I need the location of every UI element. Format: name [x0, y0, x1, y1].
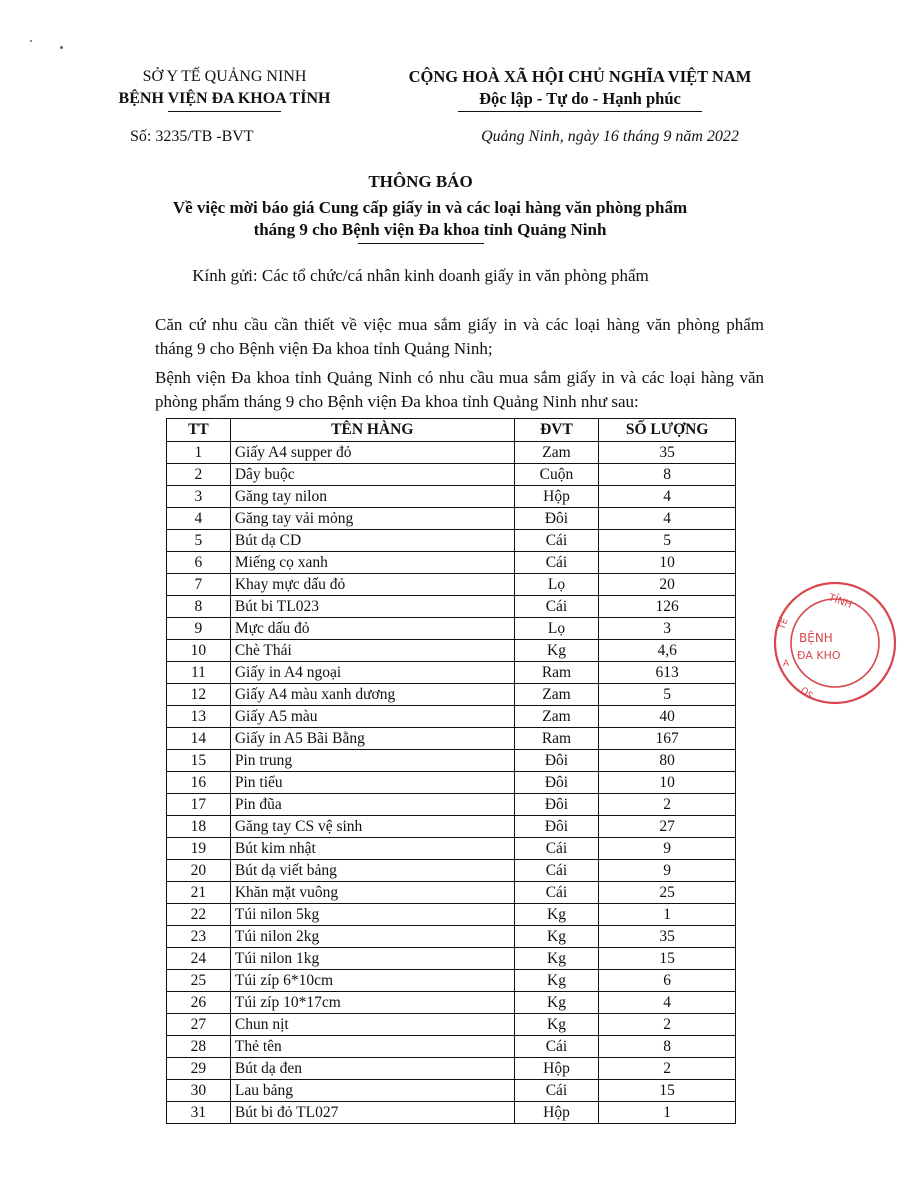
quantity-cell: 5 — [599, 684, 736, 706]
header-unit: ĐVT — [514, 419, 599, 442]
paragraph-basis — [92, 313, 764, 361]
row-number-cell: 11 — [167, 662, 231, 684]
table-row — [167, 618, 736, 640]
unit-cell: Cái — [514, 596, 599, 618]
table-row — [167, 860, 736, 882]
header-quantity: SỐ LƯỢNG — [599, 419, 736, 442]
table-row — [167, 926, 736, 948]
table-row — [167, 596, 736, 618]
table-row — [167, 970, 736, 992]
unit-cell: Kg — [514, 992, 599, 1014]
item-name-cell: Túi zíp 6*10cm — [230, 970, 514, 992]
document-title: THÔNG BÁO — [368, 172, 473, 191]
table-row — [167, 464, 736, 486]
unit-cell: Cái — [514, 552, 599, 574]
quantity-cell: 6 — [599, 970, 736, 992]
seal-text-mid-2: ĐA KHO — [797, 649, 841, 662]
item-name-cell: Túi zíp 10*17cm — [230, 992, 514, 1014]
quantity-cell: 4 — [599, 508, 736, 530]
row-number-cell: 27 — [167, 1014, 231, 1036]
quantity-cell: 2 — [599, 1058, 736, 1080]
item-name-cell: Chè Thái — [230, 640, 514, 662]
item-name-cell: Khay mực dấu đỏ — [230, 574, 514, 596]
table-row — [167, 750, 736, 772]
item-name-cell: Giấy in A5 Bãi Bằng — [230, 728, 514, 750]
item-name-cell: Mực dấu đỏ — [230, 618, 514, 640]
row-number-cell: 4 — [167, 508, 231, 530]
row-number-cell: 20 — [167, 860, 231, 882]
table-row — [167, 772, 736, 794]
row-number-cell: 21 — [167, 882, 231, 904]
unit-cell: Cái — [514, 530, 599, 552]
table-row — [167, 706, 736, 728]
item-name-cell: Túi nilon 2kg — [230, 926, 514, 948]
quantity-cell: 8 — [599, 464, 736, 486]
row-number-cell: 30 — [167, 1080, 231, 1102]
row-number-cell: 7 — [167, 574, 231, 596]
table-row — [167, 992, 736, 1014]
quantity-cell: 8 — [599, 1036, 736, 1058]
row-number-cell: 25 — [167, 970, 231, 992]
quantity-cell: 4 — [599, 486, 736, 508]
item-name-cell: Pin đũa — [230, 794, 514, 816]
item-name-cell: Khăn mặt vuông — [230, 882, 514, 904]
item-name-cell: Găng tay vải mỏng — [230, 508, 514, 530]
item-name-cell: Túi nilon 1kg — [230, 948, 514, 970]
quantity-cell: 613 — [599, 662, 736, 684]
unit-cell: Cái — [514, 882, 599, 904]
quantity-cell: 167 — [599, 728, 736, 750]
row-number-cell: 13 — [167, 706, 231, 728]
table-row — [167, 816, 736, 838]
item-name-cell: Pin trung — [230, 750, 514, 772]
quantity-cell: 9 — [599, 860, 736, 882]
subject-underline — [358, 243, 484, 244]
item-name-cell: Bút bi đỏ TL027 — [230, 1102, 514, 1124]
item-name-cell: Găng tay nilon — [230, 486, 514, 508]
quantity-cell: 27 — [599, 816, 736, 838]
item-name-cell: Giấy A4 supper đỏ — [230, 442, 514, 464]
item-name-cell: Bút bi TL023 — [230, 596, 514, 618]
table-row — [167, 882, 736, 904]
seal-text-top: TỈNH — [826, 592, 854, 612]
header-tt: TT — [167, 419, 231, 442]
unit-cell: Lọ — [514, 574, 599, 596]
national-motto: Độc lập - Tự do - Hạnh phúc — [479, 89, 681, 108]
unit-cell: Kg — [514, 904, 599, 926]
unit-cell: Cuộn — [514, 464, 599, 486]
items-table — [166, 418, 736, 1124]
place-date: Quảng Ninh, ngày 16 tháng 9 năm 2022 — [481, 128, 739, 145]
table-row — [167, 552, 736, 574]
table-row — [167, 1102, 736, 1124]
row-number-cell: 6 — [167, 552, 231, 574]
item-name-cell: Bút kim nhật — [230, 838, 514, 860]
table-row — [167, 1058, 736, 1080]
quantity-cell: 1 — [599, 1102, 736, 1124]
item-name-cell: Pin tiểu — [230, 772, 514, 794]
row-number-cell: 26 — [167, 992, 231, 1014]
item-name-cell: Dây buộc — [230, 464, 514, 486]
quantity-cell: 10 — [599, 772, 736, 794]
row-number-cell: 31 — [167, 1102, 231, 1124]
table-row — [167, 640, 736, 662]
quantity-cell: 9 — [599, 838, 736, 860]
item-name-cell: Găng tay CS vệ sinh — [230, 816, 514, 838]
item-name-cell: Miếng cọ xanh — [230, 552, 514, 574]
table-row — [167, 442, 736, 464]
quantity-cell: 35 — [599, 442, 736, 464]
subject-line-2: tháng 9 cho Bệnh viện Đa khoa tỉnh Quảng Ninh — [253, 220, 607, 239]
table-row — [167, 530, 736, 552]
document-subject — [120, 197, 740, 241]
table-row — [167, 838, 736, 860]
subject-line-1: Về việc mời báo giá Cung cấp giấy in và các loại hàng văn phòng phẩm — [172, 198, 688, 217]
unit-cell: Hộp — [514, 486, 599, 508]
row-number-cell: 3 — [167, 486, 231, 508]
unit-cell: Kg — [514, 948, 599, 970]
seal-text-bottom: OS — [798, 685, 815, 702]
row-number-cell: 14 — [167, 728, 231, 750]
table-row — [167, 904, 736, 926]
national-title: CỘNG HOÀ XÃ HỘI CHỦ NGHĨA VIỆT NAM — [408, 67, 752, 86]
item-name-cell: Bút dạ CD — [230, 530, 514, 552]
unit-cell: Ram — [514, 728, 599, 750]
item-name-cell: Giấy A5 màu — [230, 706, 514, 728]
row-number-cell: 15 — [167, 750, 231, 772]
scan-speck — [30, 40, 32, 42]
row-number-cell: 19 — [167, 838, 231, 860]
table-row — [167, 1014, 736, 1036]
row-number-cell: 23 — [167, 926, 231, 948]
seal-text-side-1: TẾ — [777, 617, 791, 632]
agency-parent: SỞ Y TẾ QUẢNG NINH — [142, 68, 307, 85]
unit-cell: Zam — [514, 684, 599, 706]
row-number-cell: 2 — [167, 464, 231, 486]
quantity-cell: 25 — [599, 882, 736, 904]
row-number-cell: 24 — [167, 948, 231, 970]
paragraph-request — [92, 366, 764, 414]
national-header — [370, 66, 790, 110]
row-number-cell: 17 — [167, 794, 231, 816]
item-name-cell: Bút dạ viết bảng — [230, 860, 514, 882]
unit-cell: Kg — [514, 926, 599, 948]
quantity-cell: 2 — [599, 794, 736, 816]
unit-cell: Đôi — [514, 816, 599, 838]
paragraph-request-text: Bệnh viện Đa khoa tỉnh Quảng Ninh có nhu cầu mua sắm giấy in và các loại hàng văn phòng phẩm tháng 9 cho Bệnh viện Đa khoa tỉnh Quảng Ninh như sau: — [155, 368, 764, 411]
quantity-cell: 15 — [599, 1080, 736, 1102]
row-number-cell: 16 — [167, 772, 231, 794]
quantity-cell: 40 — [599, 706, 736, 728]
row-number-cell: 29 — [167, 1058, 231, 1080]
quantity-cell: 15 — [599, 948, 736, 970]
agency-underline — [168, 111, 281, 112]
table-row — [167, 508, 736, 530]
quantity-cell: 10 — [599, 552, 736, 574]
quantity-cell: 35 — [599, 926, 736, 948]
row-number-cell: 12 — [167, 684, 231, 706]
scan-speck — [60, 46, 63, 49]
quantity-cell: 1 — [599, 904, 736, 926]
item-name-cell: Giấy A4 màu xanh dương — [230, 684, 514, 706]
agency-name: BỆNH VIỆN ĐA KHOA TỈNH — [118, 90, 331, 107]
paragraph-basis-text: Căn cứ nhu cầu cần thiết về việc mua sắm giấy in và các loại hàng văn phòng phẩm tháng 9 cho Bệnh viện Đa khoa tỉnh Quảng Ninh; — [155, 315, 764, 358]
item-name-cell: Chun nịt — [230, 1014, 514, 1036]
unit-cell: Kg — [514, 970, 599, 992]
table-row — [167, 486, 736, 508]
quantity-cell: 5 — [599, 530, 736, 552]
item-name-cell: Lau bảng — [230, 1080, 514, 1102]
table-row — [167, 948, 736, 970]
seal-text-mid-1: BỆNH — [799, 631, 833, 645]
quantity-cell: 126 — [599, 596, 736, 618]
document-number: Số: 3235/TB -BVT — [130, 128, 254, 145]
table-row — [167, 574, 736, 596]
issuing-agency — [92, 66, 357, 110]
table-row — [167, 728, 736, 750]
row-number-cell: 5 — [167, 530, 231, 552]
unit-cell: Cái — [514, 1080, 599, 1102]
item-name-cell: Giấy in A4 ngoại — [230, 662, 514, 684]
unit-cell: Zam — [514, 442, 599, 464]
quantity-cell: 3 — [599, 618, 736, 640]
row-number-cell: 10 — [167, 640, 231, 662]
item-name-cell: Thẻ tên — [230, 1036, 514, 1058]
table-row — [167, 662, 736, 684]
table-row — [167, 1036, 736, 1058]
unit-cell: Cái — [514, 838, 599, 860]
unit-cell: Kg — [514, 640, 599, 662]
unit-cell: Cái — [514, 1036, 599, 1058]
unit-cell: Đôi — [514, 508, 599, 530]
quantity-cell: 80 — [599, 750, 736, 772]
quantity-cell: 2 — [599, 1014, 736, 1036]
item-name-cell: Túi nilon 5kg — [230, 904, 514, 926]
motto-underline — [458, 111, 702, 112]
unit-cell: Đôi — [514, 750, 599, 772]
table-header-row — [167, 419, 736, 442]
row-number-cell: 9 — [167, 618, 231, 640]
row-number-cell: 1 — [167, 442, 231, 464]
row-number-cell: 8 — [167, 596, 231, 618]
unit-cell: Zam — [514, 706, 599, 728]
unit-cell: Cái — [514, 860, 599, 882]
table-row — [167, 684, 736, 706]
item-name-cell: Bút dạ đen — [230, 1058, 514, 1080]
row-number-cell: 22 — [167, 904, 231, 926]
unit-cell: Hộp — [514, 1102, 599, 1124]
recipient-line: Kính gửi: Các tổ chức/cá nhân kinh doanh giấy in văn phòng phẩm — [192, 266, 649, 285]
unit-cell: Kg — [514, 1014, 599, 1036]
official-seal — [770, 578, 900, 708]
header-item-name: TÊN HÀNG — [230, 419, 514, 442]
unit-cell: Hộp — [514, 1058, 599, 1080]
quantity-cell: 4 — [599, 992, 736, 1014]
unit-cell: Đôi — [514, 794, 599, 816]
seal-text-side-2: A — [783, 659, 790, 669]
unit-cell: Đôi — [514, 772, 599, 794]
row-number-cell: 28 — [167, 1036, 231, 1058]
quantity-cell: 20 — [599, 574, 736, 596]
unit-cell: Ram — [514, 662, 599, 684]
table-row — [167, 794, 736, 816]
quantity-cell: 4,6 — [599, 640, 736, 662]
row-number-cell: 18 — [167, 816, 231, 838]
unit-cell: Lọ — [514, 618, 599, 640]
table-row — [167, 1080, 736, 1102]
